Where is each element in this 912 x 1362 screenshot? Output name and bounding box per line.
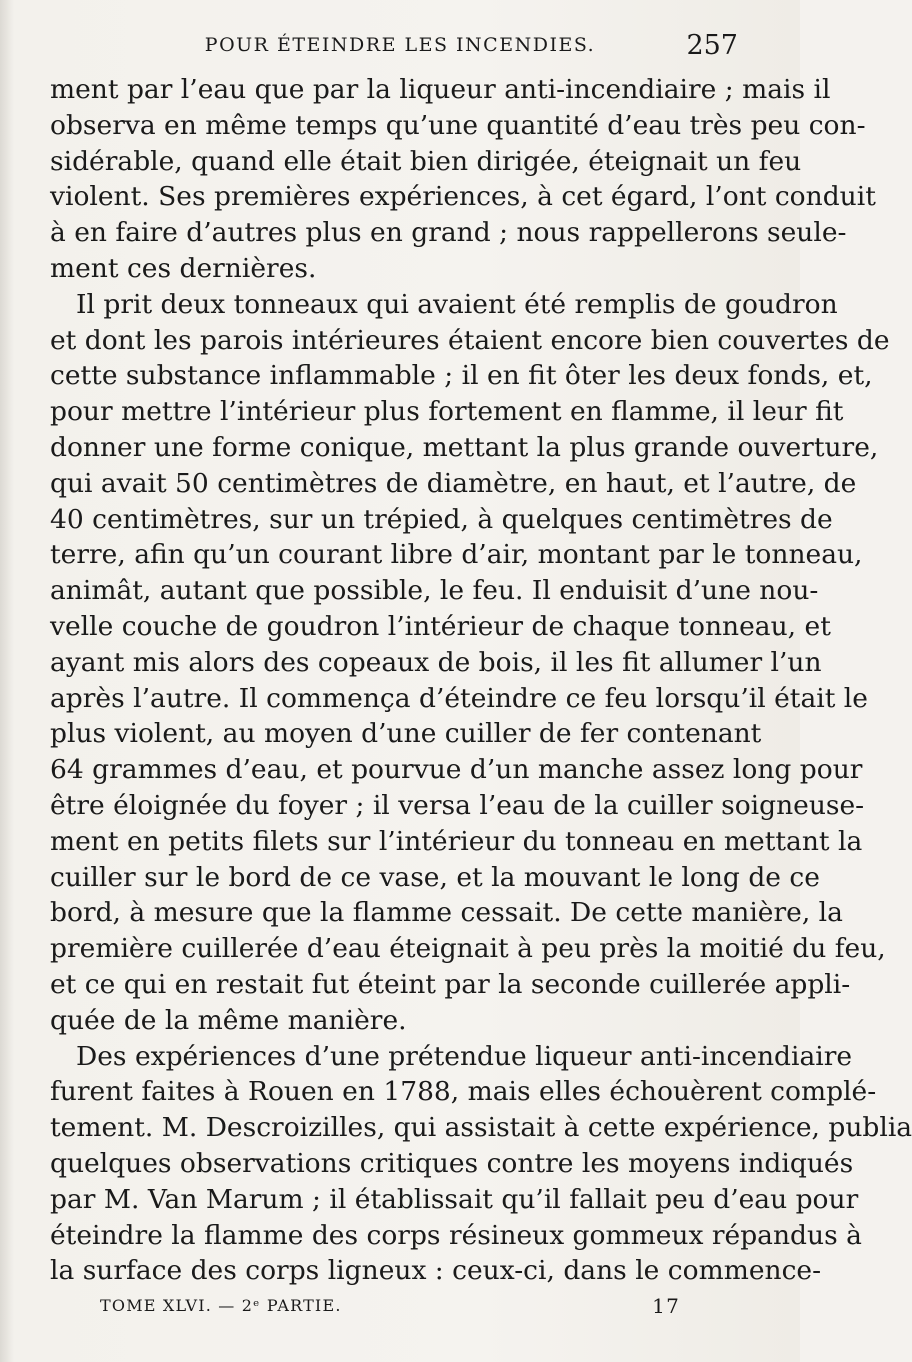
text-line: par M. Van Marum ; il établissait qu’il fallait peu d’eau pour	[50, 1183, 859, 1215]
body-text	[50, 72, 912, 1289]
text-line: cette substance inflammable ; il en fit ôter les deux fonds, et,	[50, 360, 873, 392]
page-number: 257	[686, 30, 738, 61]
text-line: 64 grammes d’eau, et pourvue d’un manche assez long pour	[50, 754, 863, 786]
text-line: et ce qui en restait fut éteint par la seconde cuillerée appli-	[50, 968, 851, 1000]
text-line: la surface des corps ligneux : ceux-ci, dans le commence-	[50, 1255, 822, 1287]
text-line: Des expériences d’une prétendue liqueur anti-incendiaire	[76, 1040, 853, 1072]
text-line: sidérable, quand elle était bien dirigée, éteignait un feu	[50, 145, 802, 177]
text-line: première cuillerée d’eau éteignait à peu près la moitié du feu,	[50, 933, 886, 965]
text-line: pour mettre l’intérieur plus fortement en flamme, il leur fit	[50, 396, 844, 428]
text-line: plus violent, au moyen d’une cuiller de fer contenant	[50, 718, 762, 750]
running-header	[0, 30, 800, 66]
text-line: éteindre la flamme des corps résineux gommeux répandus à	[50, 1219, 862, 1251]
text-line: et dont les parois intérieures étaient encore bien couvertes de	[50, 324, 890, 356]
text-line: donner une forme conique, mettant la plus grande ouverture,	[50, 431, 879, 463]
text-line: terre, afin qu’un courant libre d’air, montant par le tonneau,	[50, 539, 863, 571]
text-line: Il prit deux tonneaux qui avaient été remplis de goudron	[76, 288, 838, 320]
text-line: observa en même temps qu’une quantité d’eau très peu con-	[50, 109, 866, 141]
text-line: bord, à mesure que la flamme cessait. De cette manière, la	[50, 897, 843, 929]
text-line: ment par l’eau que par la liqueur anti-incendiaire ; mais il	[50, 74, 831, 105]
text-line: ayant mis alors des copeaux de bois, il les fit allumer l’un	[50, 646, 822, 678]
page-footer	[100, 1296, 680, 1326]
text-line: quée de la même manière.	[50, 1004, 407, 1036]
text-line: être éloignée du foyer ; il versa l’eau de la cuiller soigneuse-	[50, 789, 865, 821]
text-line: velle couche de goudron l’intérieur de chaque tonneau, et	[50, 610, 831, 642]
signature-mark: 17	[652, 1294, 680, 1318]
text-line: furent faites à Rouen en 1788, mais elles échouèrent complé-	[50, 1076, 877, 1108]
text-line: tement. M. Descroizilles, qui assistait à cette expérience, publia	[50, 1112, 912, 1144]
text-line: 40 centimètres, sur un trépied, à quelques centimètres de	[50, 503, 833, 535]
text-line: à en faire d’autres plus en grand ; nous rappellerons seule-	[50, 217, 847, 249]
text-line: après l’autre. Il commença d’éteindre ce feu lorsqu’il était le	[50, 682, 868, 714]
text-line: cuiller sur le bord de ce vase, et la mouvant le long de ce	[50, 861, 820, 893]
text-line: ment ces dernières.	[50, 252, 317, 284]
text-line: qui avait 50 centimètres de diamètre, en haut, et l’autre, de	[50, 467, 857, 499]
text-line: violent. Ses premières expériences, à cet égard, l’ont conduit	[50, 181, 876, 213]
text-line: animât, autant que possible, le feu. Il enduisit d’une nou-	[50, 575, 819, 607]
text-line: quelques observations critiques contre les moyens indiqués	[50, 1147, 854, 1179]
volume-label: TOME XLVI. — 2ᵉ PARTIE.	[100, 1296, 342, 1315]
running-title: POUR ÉTEINDRE LES INCENDIES.	[204, 34, 596, 56]
text-line: ment en petits filets sur l’intérieur du tonneau en mettant la	[50, 825, 863, 857]
